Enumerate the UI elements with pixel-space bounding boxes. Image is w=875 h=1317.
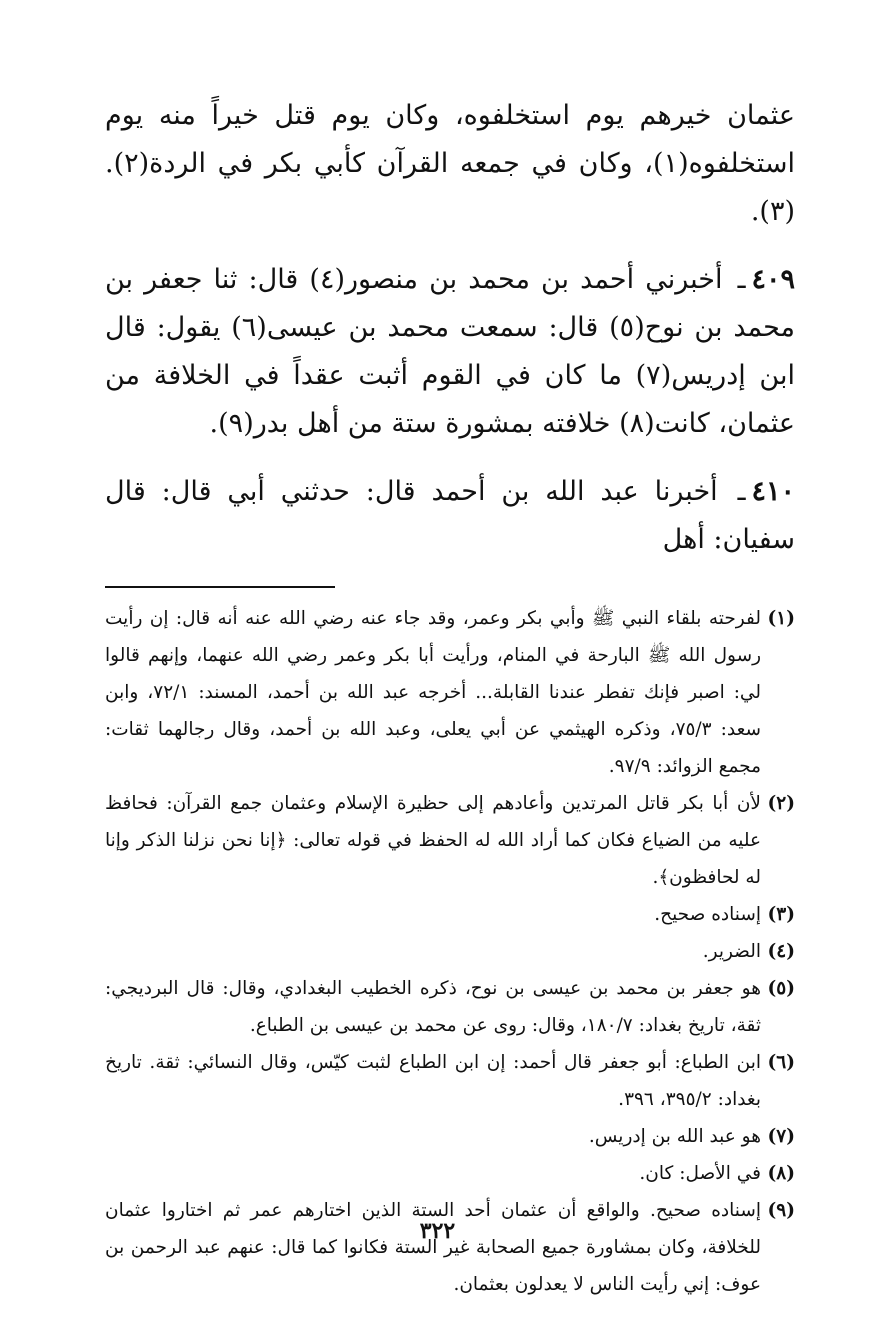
entry-separator: ـ: [737, 476, 746, 507]
footnote: [105, 896, 795, 933]
footnote: [105, 785, 795, 896]
entry-410: [105, 468, 795, 564]
footnote-number: (٦): [767, 1052, 795, 1073]
entry-number: ٤١٠: [751, 476, 795, 507]
entry-text: أخبرنا عبد الله بن أحمد قال: حدثني أبي قال: قال سفيان: أهل: [105, 476, 795, 555]
footnote-number: (٢): [767, 793, 795, 814]
page-body: [105, 92, 795, 1303]
page-number: ٣٢٢: [419, 1218, 456, 1244]
footnote-number: (٧): [767, 1126, 795, 1147]
footnote-divider: [105, 586, 335, 588]
footnote-text: هو عبد الله بن إدريس.: [588, 1126, 761, 1147]
entry-separator: ـ: [737, 264, 746, 295]
footnote-number: (٥): [767, 978, 795, 999]
footnote-text: الضرير.: [702, 941, 761, 962]
footnote-text: لفرحته بلقاء النبي ﷺ وأبي بكر وعمر، وقد جاء عنه رضي الله عنه أنه قال: إن رأيت رسول الله ﷺ البارحة في المنام، ورأيت أبا بكر وعمر رضي الله عنهما، وإنهم قالوا لي: اصبر فإنك تفطر عندنا القابلة... أخرجه عبد الله بن أحمد، المسند: ٧٢/١، وابن سعد: ٧٥/٣، وذكره الهيثمي عن أبي يعلى، وعبد الله بن أحمد، وقال رجالهما ثقات: مجمع الزوائد: ٩٧/٩.: [105, 608, 762, 777]
footnote-text: هو جعفر بن محمد بن عيسى بن نوح، ذكره الخطيب البغدادي، وقال: قال البرديجي: ثقة، تاريخ بغداد: ١٨٠/٧، وقال: روى عن محمد بن عيسى بن الطباع.: [105, 978, 761, 1036]
footnote-number: (٣): [767, 904, 795, 925]
footnote: [105, 1118, 795, 1155]
footnote: [105, 1155, 795, 1192]
footnote-number: (٤): [767, 941, 795, 962]
footnote: [105, 600, 795, 785]
footnote: [105, 1192, 795, 1303]
entry-text: أخبرني أحمد بن محمد بن منصور(٤) قال: ثنا جعفر بن محمد بن نوح(٥) قال: سمعت محمد بن عيسى(٦) يقول: قال ابن إدريس(٧) ما كان في القوم أثبت عقداً في الخلافة من عثمان، كانت(٨) خلافته بمشورة ستة من أهل بدر(٩).: [105, 264, 796, 439]
footnote: [105, 970, 795, 1044]
continuation-paragraph: عثمان خيرهم يوم استخلفوه، وكان يوم قتل خيراً منه يوم استخلفوه(١)، وكان في جمعه القرآن كأبي بكر في الردة(٢). (٣).: [105, 100, 795, 227]
footnote-text: ابن الطباع: أبو جعفر قال أحمد: إن ابن الطباع لثبت كيّس، وقال النسائي: ثقة. تاريخ بغداد: ٣٩٥/٢، ٣٩٦.: [105, 1052, 761, 1110]
main-text: [105, 92, 795, 564]
footnote-number: (١): [767, 608, 795, 629]
footnote: [105, 933, 795, 970]
footnote-text: في الأصل: كان.: [639, 1163, 761, 1184]
footnote-text: إسناده صحيح. والواقع أن عثمان أحد الستة الذين اختارهم عمر ثم اختاروا عثمان للخلافة، وكان بمشاورة جميع الصحابة غير الستة فكانوا كما قال: عنهم عبد الرحمن بن عوف: إني رأيت الناس لا يعدلون بعثمان.: [105, 1200, 761, 1295]
footnotes: [105, 600, 795, 1303]
footnote-text: إسناده صحيح.: [654, 904, 761, 925]
footnote: [105, 1044, 795, 1118]
entry-number: ٤٠٩: [751, 264, 795, 295]
entry-409: [105, 256, 795, 448]
footnote-text: لأن أبا بكر قاتل المرتدين وأعادهم إلى حظيرة الإسلام وعثمان جمع القرآن: فحافظ عليه من الضياع فكان كما أراد الله له الحفظ في قوله تعالى: ﴿إنا نحن نزلنا الذكر وإنا له لحافظون﴾.: [105, 793, 761, 888]
footnote-number: (٩): [767, 1200, 795, 1221]
footnote-number: (٨): [767, 1163, 795, 1184]
